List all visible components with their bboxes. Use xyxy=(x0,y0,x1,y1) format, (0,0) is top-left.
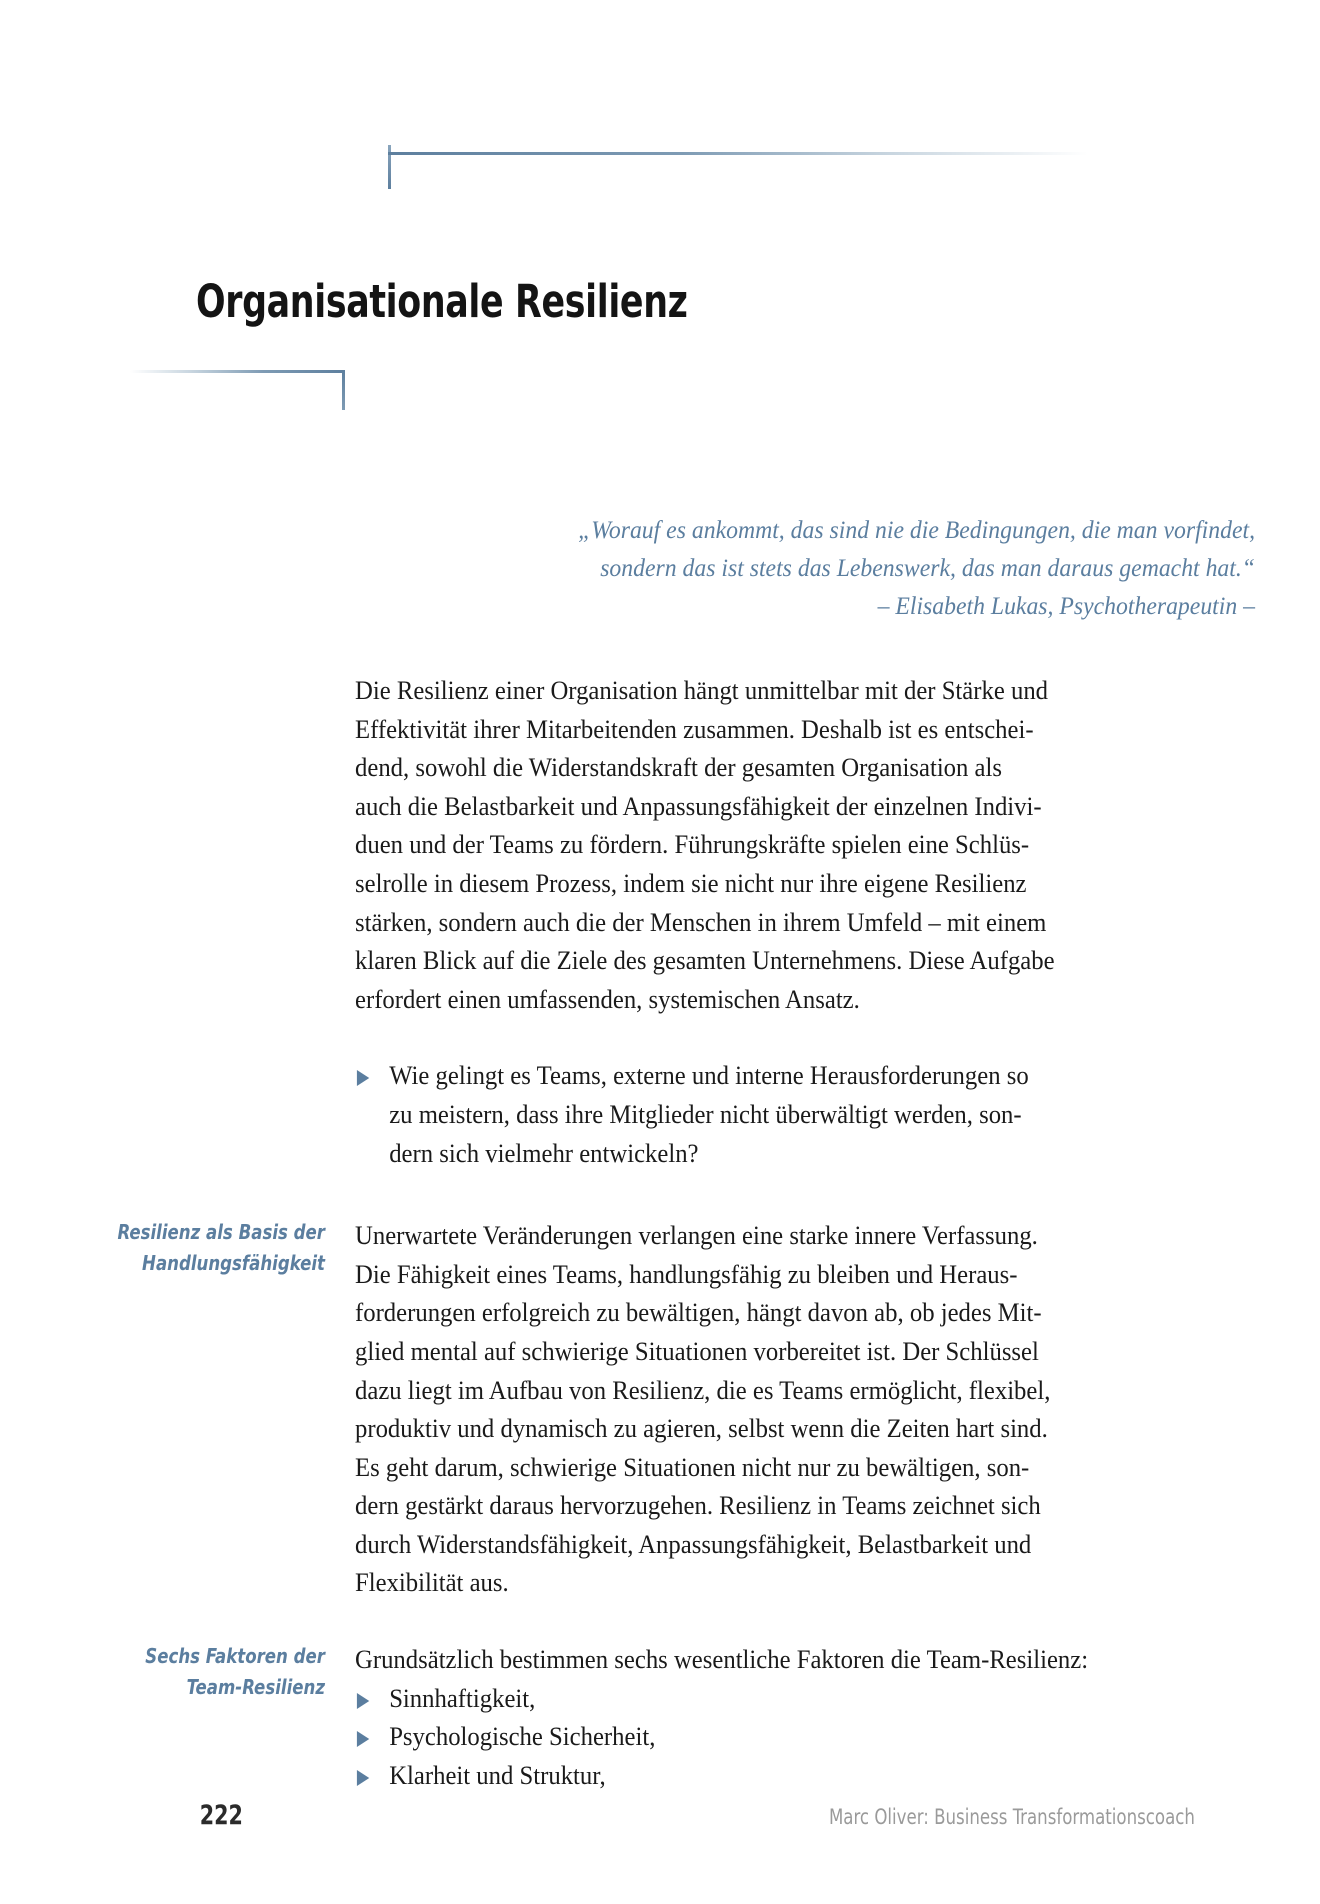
section-faktoren-body xyxy=(355,1641,1320,1795)
text-line: Sinnhaftigkeit, xyxy=(389,1683,536,1713)
top-rule-line xyxy=(388,152,1088,155)
margin-note-line: Resilienz als Basis der xyxy=(117,1220,326,1245)
margin-note-line: Sechs Faktoren der xyxy=(145,1644,325,1669)
section-resilienz-body xyxy=(355,1217,1320,1603)
margin-column xyxy=(0,1641,355,1703)
list-item xyxy=(355,1057,1177,1173)
text-line: auch die Belastbarkeit und Anpassungsfähigkeit der einzelnen Indivi- xyxy=(355,791,1042,821)
intro-block xyxy=(0,672,1320,1019)
spacer xyxy=(0,1603,1320,1641)
text-line: Unerwartete Veränderungen verlangen eine starke innere Verfassung. xyxy=(355,1221,1038,1251)
text-line: Psychologische Sicherheit, xyxy=(389,1722,656,1752)
second-rule-tick xyxy=(342,370,345,410)
text-line: produktiv und dynamisch zu agieren, selbst wenn die Zeiten hart sind. xyxy=(355,1414,1048,1444)
intro-body xyxy=(355,672,1320,1019)
list-item xyxy=(355,1757,1177,1796)
margin-note-faktoren xyxy=(33,1641,326,1703)
paragraph-resilienz xyxy=(355,1217,1177,1603)
text-line: Flexibilität aus. xyxy=(355,1568,509,1598)
text-line: erfordert einen umfassenden, systemischen Ansatz. xyxy=(355,984,860,1014)
text-line: dern gestärkt daraus hervorzugehen. Resilienz in Teams zeichnet sich xyxy=(355,1491,1041,1521)
margin-column xyxy=(0,1217,355,1279)
quote-line-1: „Worauf es ankommt, das sind nie die Bedingungen, die man vorfindet, xyxy=(578,514,1255,544)
page-number: 222 xyxy=(199,1800,243,1831)
paragraph-intro xyxy=(355,672,1177,1019)
quote-line-2: sondern das ist stets das Lebenswerk, das man daraus gemacht hat.“ xyxy=(600,552,1255,582)
text-line: zu meistern, dass ihre Mitglieder nicht überwältigt werden, son- xyxy=(389,1099,1022,1129)
text-line: durch Widerstandsfähigkeit, Anpassungsfähigkeit, Belastbarkeit und xyxy=(355,1529,1032,1559)
text-line: Es geht darum, schwierige Situationen nicht nur zu bewältigen, son- xyxy=(355,1452,1030,1482)
page-footer xyxy=(196,1800,1220,1831)
page-title: Organisationale Resilienz xyxy=(196,275,688,329)
pull-quote xyxy=(483,511,1255,625)
spacer xyxy=(0,1019,1320,1057)
text-line: dern sich vielmehr entwickeln? xyxy=(389,1138,699,1168)
question-body xyxy=(355,1057,1320,1173)
paragraph-faktoren-intro xyxy=(355,1641,1177,1680)
arrow-right-icon xyxy=(357,1070,369,1086)
list-item xyxy=(355,1680,1177,1719)
faktoren-list xyxy=(355,1680,1220,1796)
page-content xyxy=(0,672,1320,1795)
second-rule-line xyxy=(130,370,345,373)
arrow-right-icon xyxy=(357,1770,369,1786)
arrow-right-icon xyxy=(357,1693,369,1709)
text-line: Die Fähigkeit eines Teams, handlungsfähig zu bleiben und Heraus- xyxy=(355,1259,1018,1289)
text-line: dazu liegt im Aufbau von Resilienz, die es Teams ermöglicht, flexibel, xyxy=(355,1375,1051,1405)
text-line: glied mental auf schwierige Situationen vorbereitet ist. Der Schlüssel xyxy=(355,1336,1039,1366)
text-line: stärken, sondern auch die der Menschen in ihrem Umfeld – mit einem xyxy=(355,907,1047,937)
margin-note-line: Team-Resilienz xyxy=(186,1675,325,1700)
question-list xyxy=(355,1057,1220,1173)
section-faktoren xyxy=(0,1641,1320,1795)
question-block xyxy=(0,1057,1320,1173)
arrow-right-icon xyxy=(357,1731,369,1747)
spacer xyxy=(0,1173,1320,1217)
running-head: Marc Oliver: Business Transformationscoach xyxy=(829,1805,1196,1829)
list-item xyxy=(355,1718,1177,1757)
text-line: klaren Blick auf die Ziele des gesamten Unternehmens. Diese Aufgabe xyxy=(355,946,1055,976)
text-line: dend, sowohl die Widerstandskraft der gesamten Organisation als xyxy=(355,753,1003,783)
text-line: Grundsätzlich bestimmen sechs wesentliche Faktoren die Team-Resilienz: xyxy=(355,1645,1089,1675)
margin-note-line: Handlungsfähigkeit xyxy=(142,1251,325,1276)
text-line: duen und der Teams zu fördern. Führungskräfte spielen eine Schlüs- xyxy=(355,830,1030,860)
text-line: forderungen erfolgreich zu bewältigen, hängt davon ab, ob jedes Mit- xyxy=(355,1298,1042,1328)
text-line: Wie gelingt es Teams, externe und interne Herausforderungen so xyxy=(389,1061,1029,1091)
text-line: Die Resilienz einer Organisation hängt unmittelbar mit der Stärke und xyxy=(355,676,1049,705)
section-resilienz xyxy=(0,1217,1320,1603)
text-line: Klarheit und Struktur, xyxy=(389,1760,606,1790)
quote-attribution: – Elisabeth Lukas, Psychotherapeutin – xyxy=(877,590,1255,620)
text-line: selrolle in diesem Prozess, indem sie nicht nur ihre eigene Resilienz xyxy=(355,868,1027,898)
margin-note-resilienz xyxy=(33,1217,326,1279)
text-line: Effektivität ihrer Mitarbeitenden zusammen. Deshalb ist es entschei- xyxy=(355,714,1034,744)
